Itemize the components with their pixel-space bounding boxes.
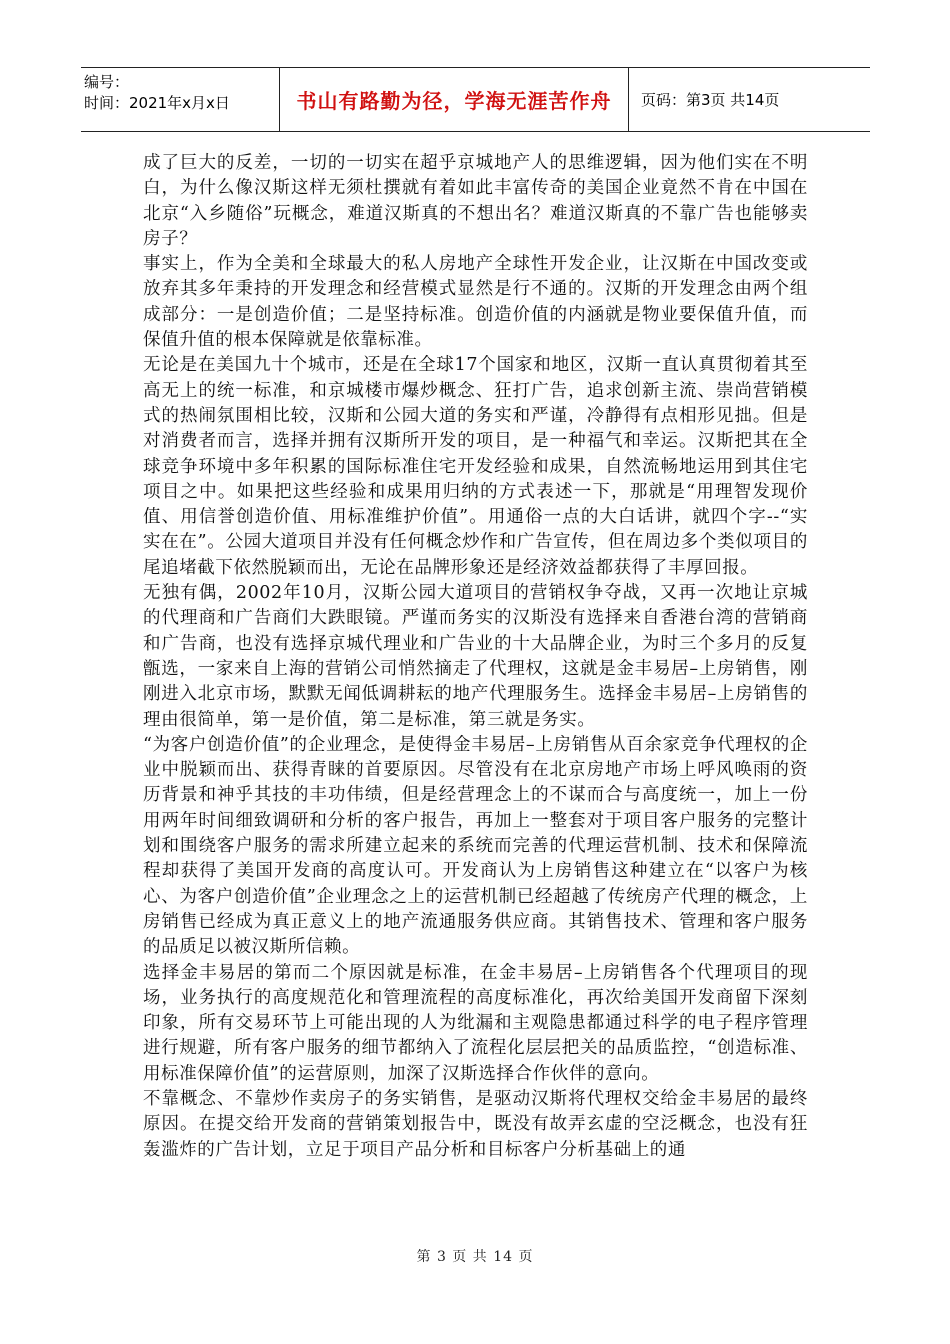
paragraph: 事实上，作为全美和全球最大的私人房地产全球性开发企业，让汉斯在中国改变或放弃其多年秉持的开发理念和经营模式显然是行不通的。汉斯的开发理念由两个组成部分：一是创造价值；二是坚持标准。创造价值的内涵就是物业要保值升值，而保值升值的根本保障就是依靠标准。 xyxy=(143,254,808,351)
document-number-label: 编号： xyxy=(84,73,130,91)
page-footer: 第 3 页 共 14 页 xyxy=(416,1249,534,1265)
paragraph: 不靠概念、不靠炒作卖房子的务实销售，是驱动汉斯将代理权交给金丰易居的最终原因。在提交给开发商的营销策划报告中，既没有故弄玄虚的空泛概念，也没有狂轰滥炸的广告计划，立足于项目产品分析和目标客户分析基础上的通 xyxy=(143,1088,808,1160)
paragraph: 无独有偶，2002年10月，汉斯公园大道项目的营销权争夺战，又再一次地让京城的代理商和广告商们大跌眼镜。严谨而务实的汉斯没有选择来自香港台湾的营销商和广告商，也没有选择京城代理业和广告业的十大品牌企业，为时三个多月的反复甑选，一家来自上海的营销公司悄然摘走了代理权，这就是金丰易居–上房销售，刚刚进入北京市场，默默无闻低调耕耘的地产代理服务生。选择金丰易居–上房销售的理由很简单，第一是价值，第二是标准，第三就是务实。 xyxy=(143,583,808,730)
page-header xyxy=(81,67,870,132)
paragraph: 选择金丰易居的第而二个原因就是标准，在金丰易居–上房销售各个代理项目的现场，业务执行的高度规范化和管理流程的高度标准化，再次给美国开发商留下深刻印象，所有交易环节上可能出现的人为纰漏和主观隐患都通过科学的电子程序管理进行规避，所有客户服务的细节都纳入了流程化层层把关的品质监控，“创造标准、用标准保障价值”的运营原则，加深了汉斯选择合作伙伴的意向。 xyxy=(143,962,808,1084)
header-motto: 书山有路勤为径，学海无涯苦作舟 xyxy=(296,89,612,113)
document-time-label: 时间：2021年x月x日 xyxy=(84,94,230,112)
paragraph: 成了巨大的反差，一切的一切实在超乎京城地产人的思维逻辑，因为他们实在不明白，为什么像汉斯这样无须杜撰就有着如此丰富传奇的美国企业竟然不肯在中国在北京“入乡随俗”玩概念，难道汉斯真的不想出名？难道汉斯真的不靠广告也能够卖房子？ xyxy=(143,153,808,249)
paragraph: “为客户创造价值”的企业理念，是使得金丰易居–上房销售从百余家竞争代理权的企业中脱颖而出、获得青睐的首要原因。尽管没有在北京房地产市场上呼风唤雨的资历背景和神乎其技的丰功伟绩，但是经营理念上的不谋而合与高度统一，加上一份用两年时间细致调研和分析的客户报告，再加上一整套对于项目客户服务的完整计划和围绕客户服务的需求所建立起来的系统而完善的代理运营机制、技术和保障流程却获得了美国开发商的高度认可。开发商认为上房销售这种建立在“以客户为核心、为客户创造价值”企业理念之上的运营机制已经超越了传统房产代理的概念，上房销售已经成为真正意义上的地产流通服务供应商。其销售技术、管理和客户服务的品质足以被汉斯所信赖。 xyxy=(143,734,808,958)
header-meta xyxy=(81,68,279,131)
paragraph: 无论是在美国九十个城市，还是在全球17个国家和地区，汉斯一直认真贯彻着其至高无上的统一标准，和京城楼市爆炒概念、狂打广告，追求创新主流、崇尚营销模式的热闹氛围相比较，汉斯和公园大道的务实和严谨，冷静得有点相形见拙。但是对消费者而言，选择并拥有汉斯所开发的项目，是一种福气和幸运。汉斯把其在全球竞争环境中多年积累的国际标准住宅开发经验和成果，自然流畅地运用到其住宅项目之中。如果把这些经验和成果用归纳的方式表述一下，那就是“用理智发现价值、用信誉创造价值、用标准维护价值”。用通俗一点的大白话讲，就四个字--“实实在在”。公园大道项目并没有任何概念炒作和广告宣传，但在周边多个类似项目的尾追堵截下依然脱颖而出，无论在品牌形象还是经济效益都获得了丰厚回报。 xyxy=(143,355,808,578)
header-motto-cell xyxy=(279,68,629,131)
document-body xyxy=(143,151,808,1163)
header-page-info: 页码：第3页 共14页 xyxy=(641,91,780,109)
